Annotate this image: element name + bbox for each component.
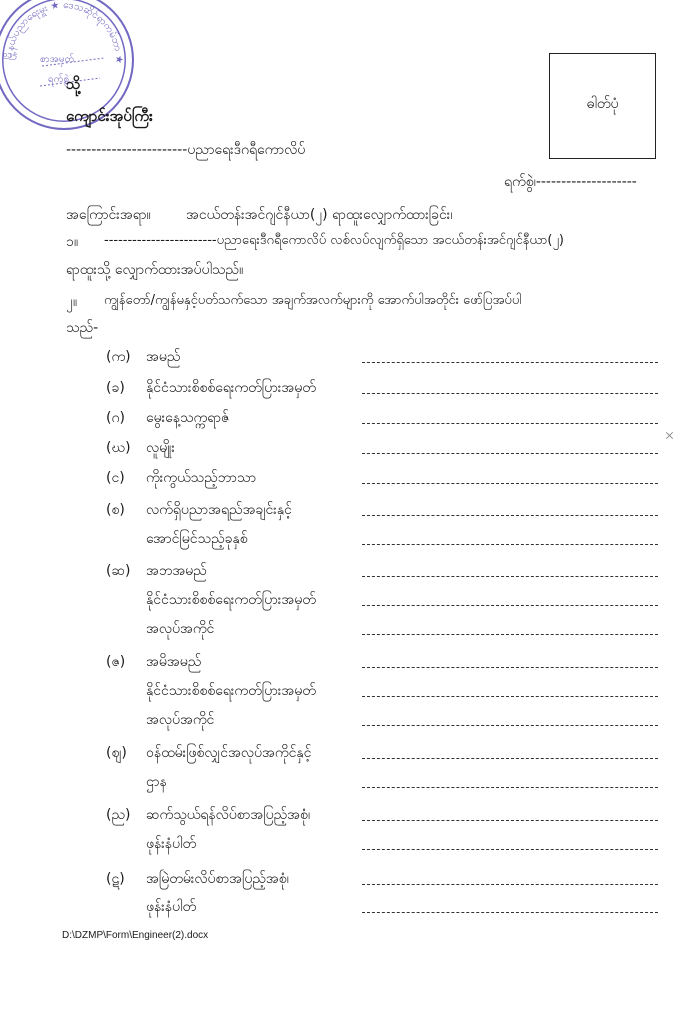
field-k-blank-1 bbox=[362, 884, 658, 885]
field-a-label: အမည် bbox=[146, 349, 181, 365]
paragraph-2-number: ၂။ bbox=[66, 294, 78, 310]
field-e-label: ကိုးကွယ်သည့်ဘာသာ bbox=[146, 470, 257, 486]
field-j-blank-1 bbox=[362, 820, 658, 821]
field-g-blank-1 bbox=[362, 576, 658, 577]
field-h-label-1: အမိအမည် bbox=[146, 654, 202, 670]
field-h-blank-3 bbox=[362, 725, 658, 726]
seal-date-label: ရက်စွဲ bbox=[48, 74, 70, 85]
field-b-number: (ခ) bbox=[106, 380, 125, 396]
seal-ref-label: စာအမှတ် bbox=[40, 54, 75, 65]
office-line: ------------------------ပညာရေးဒီဂရီကောလိပ် bbox=[66, 142, 306, 158]
subject-text: အငယ်တန်းအင်ဂျင်နီယာ(၂) ရာထူးလျှောက်ထားခြင်း၊ bbox=[186, 207, 453, 223]
field-f-label-2: အောင်မြင်သည့်ခုနှစ် bbox=[146, 531, 248, 547]
field-b-label: နိုင်ငံသားစိစစ်ရေးကတ်ပြားအမှတ် bbox=[146, 380, 316, 396]
field-g-number: (ဆ) bbox=[106, 563, 131, 579]
photo-box bbox=[549, 53, 656, 159]
field-j-number: (ည) bbox=[106, 807, 131, 823]
field-c-number: (ဂ) bbox=[106, 410, 125, 426]
to-label: သို့ bbox=[66, 75, 81, 93]
field-d-blank bbox=[362, 453, 658, 454]
footer-file-path: D:\DZMP\Form\Engineer(2).docx bbox=[62, 930, 209, 941]
field-d-number: (ဃ) bbox=[106, 440, 131, 456]
field-k-label-2: ဖုန်းနံပါတ် bbox=[146, 899, 197, 915]
field-h-blank-1 bbox=[362, 667, 658, 668]
field-f-label-1: လက်ရှိပညာအရည်အချင်းနှင့် bbox=[146, 502, 292, 518]
field-f-blank-1 bbox=[362, 515, 658, 516]
field-j-blank-2 bbox=[362, 849, 658, 850]
field-f-number: (စ) bbox=[106, 502, 125, 518]
field-b-blank bbox=[362, 393, 658, 394]
stray-mark bbox=[666, 432, 673, 439]
recipient-title: ကျောင်းအုပ်ကြီး bbox=[66, 107, 153, 125]
field-g-label-2: နိုင်ငံသားစိစစ်ရေးကတ်ပြားအမှတ် bbox=[146, 592, 316, 608]
paragraph-1-number: ၁။ bbox=[66, 234, 79, 250]
field-f-blank-2 bbox=[362, 544, 658, 545]
field-k-label-1: အမြဲတမ်းလိပ်စာအပြည့်အစုံ၊ bbox=[146, 871, 289, 887]
seal-ring-text: မြို့နယ်ပညာရေးမှူး ★ ဒေသဆိုင်ရာကမ်ဘာ ★ bbox=[3, 0, 125, 65]
field-e-blank bbox=[362, 483, 658, 484]
field-c-blank bbox=[362, 423, 658, 424]
field-c-label: မွေးနေ့သက္ကရာဇ် bbox=[146, 410, 230, 426]
field-j-label-2: ဖုန်းနံပါတ် bbox=[146, 836, 197, 852]
field-k-blank-2 bbox=[362, 912, 658, 913]
subject-label: အကြောင်းအရာ။ bbox=[66, 207, 151, 223]
field-i-blank-1 bbox=[362, 758, 658, 759]
paragraph-2-line-1: ကျွန်တော်/ကျွန်မနှင့်ပတ်သက်သော အချက်အလက်များကို အောက်ပါအတိုင်း ဖော်ပြအပ်ပါ bbox=[104, 293, 522, 308]
field-i-label-1: ဝန်ထမ်းဖြစ်လျှင်အလုပ်အကိုင်နှင့် bbox=[146, 745, 312, 761]
field-g-blank-3 bbox=[362, 634, 658, 635]
field-g-label-3: အလုပ်အကိုင် bbox=[146, 621, 215, 637]
paragraph-1-line-1: ------------------------ပညာရေးဒီဂရီကောလိပ် လစ်လပ်လျက်ရှိသော အငယ်တန်းအင်ဂျင်နီယာ(၂) bbox=[104, 233, 564, 248]
field-h-blank-2 bbox=[362, 696, 658, 697]
paragraph-2-line-2: သည်- bbox=[66, 320, 99, 336]
field-g-blank-2 bbox=[362, 605, 658, 606]
field-k-number: (ဋ) bbox=[106, 871, 125, 887]
field-g-label-1: အဘအမည် bbox=[146, 563, 207, 579]
field-d-label: လူမျိုး bbox=[146, 440, 175, 456]
field-a-number: (က) bbox=[106, 349, 131, 365]
field-h-label-3: အလုပ်အကိုင် bbox=[146, 712, 215, 728]
date-line: ရက်စွဲ၊-------------------- bbox=[504, 174, 637, 190]
field-i-blank-2 bbox=[362, 787, 658, 788]
photo-box-label: ဓါတ်ပုံ bbox=[586, 96, 619, 112]
field-h-label-2: နိုင်ငံသားစိစစ်ရေးကတ်ပြားအမှတ် bbox=[146, 683, 316, 699]
field-j-label-1: ဆက်သွယ်ရန်လိပ်စာအပြည့်အစုံ၊ bbox=[146, 807, 311, 823]
field-e-number: (င) bbox=[106, 470, 125, 486]
field-h-number: (ဇ) bbox=[106, 654, 126, 670]
paragraph-1-line-2: ရာထူးသို့ လျှောက်ထားအပ်ပါသည်။ bbox=[66, 262, 244, 278]
field-i-number: (ဈ) bbox=[106, 745, 127, 761]
field-i-label-2: ဌာန bbox=[146, 774, 167, 790]
field-a-blank bbox=[362, 362, 658, 363]
